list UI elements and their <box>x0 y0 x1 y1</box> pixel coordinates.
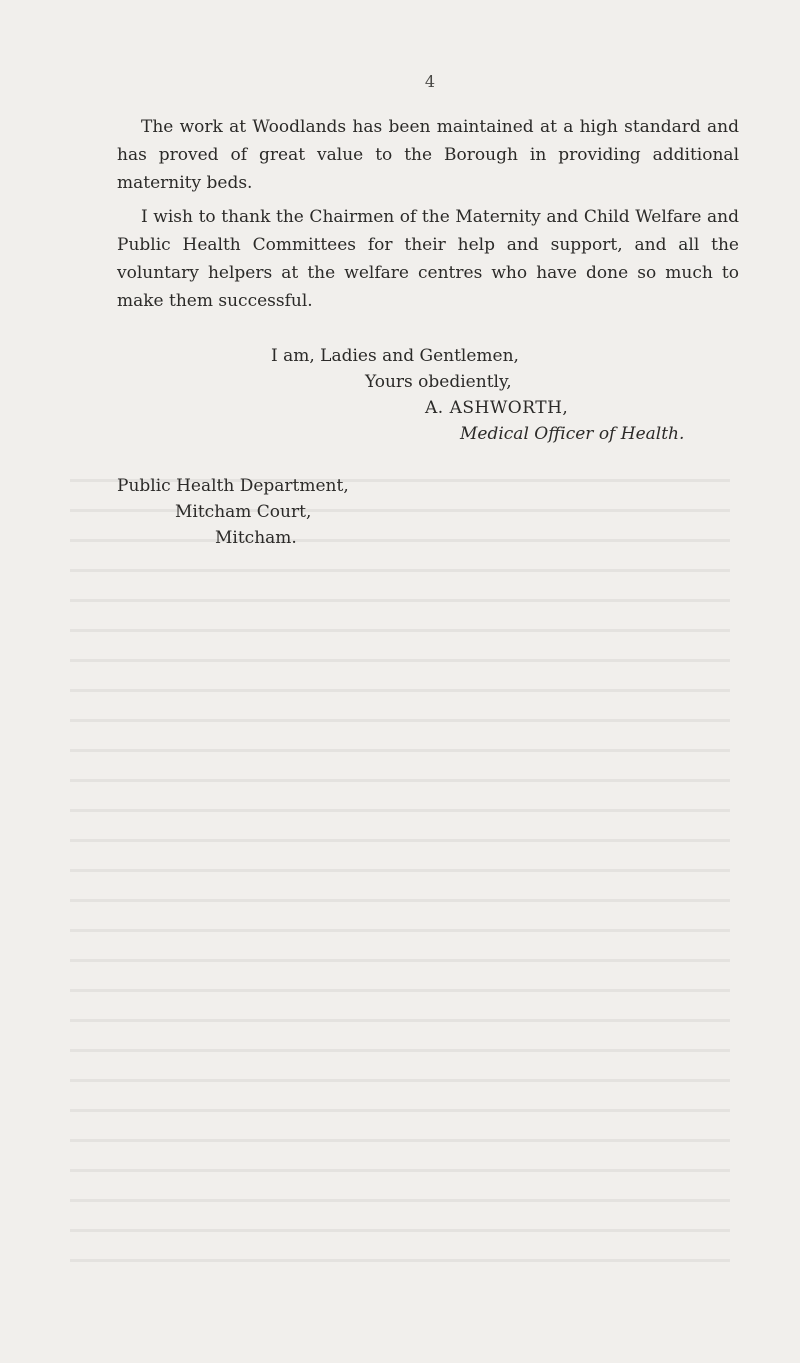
signatory-title: Medical Officer of Health. <box>460 424 685 444</box>
page-number: 4 <box>424 72 436 91</box>
address-line-court: Mitcham Court, <box>175 502 312 522</box>
paragraph-woodlands: The work at Woodlands has been maintained at a high standard and has proved of great value to the Borough in providing additional maternity beds. <box>117 117 739 193</box>
address-line-department: Public Health Department, <box>117 476 349 496</box>
show-through-text-lines <box>70 465 730 1285</box>
signatory-name: A. ASHWORTH, <box>425 398 569 418</box>
address-line-town: Mitcham. <box>215 528 297 548</box>
sign-off: Yours obediently, <box>365 372 512 392</box>
closing-salutation: I am, Ladies and Gentlemen, <box>271 346 519 366</box>
paragraph-thanks: I wish to thank the Chairmen of the Maternity and Child Welfare and Public Health Committees for their help and support, and all the voluntary helpers at the welfare centres who have done so much to make them successful. <box>117 207 739 311</box>
